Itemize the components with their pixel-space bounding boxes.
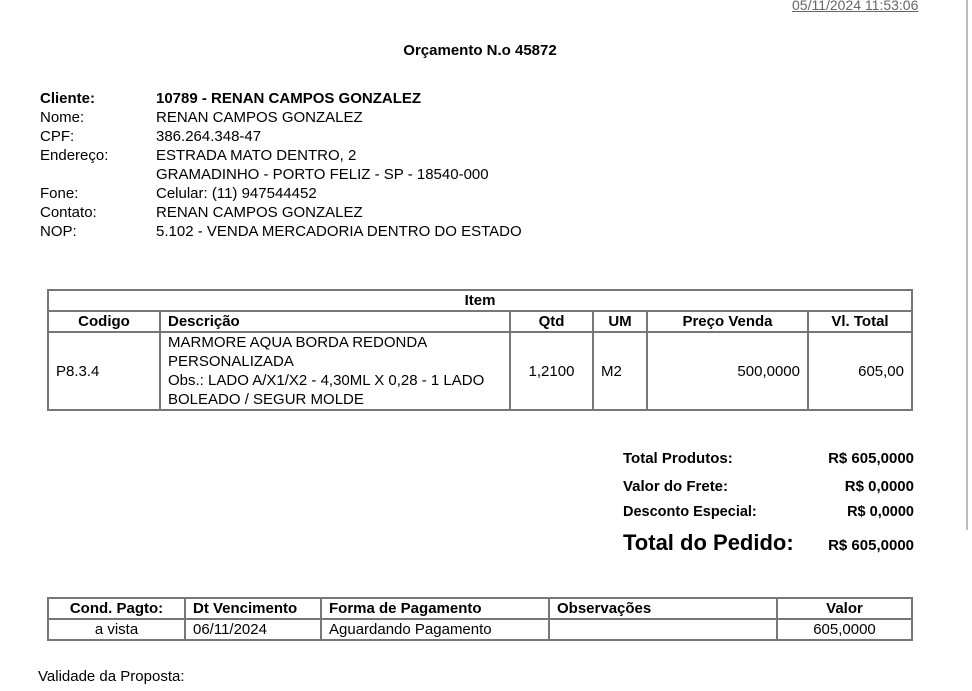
total-pedido-label: Total do Pedido: [623,530,794,555]
item-descricao [160,332,510,410]
fone-label: Fone: [40,185,79,202]
col-um: UM [593,311,647,332]
col-vencimento: Dt Vencimento [185,598,321,619]
cliente-value: 10789 - RENAN CAMPOS GONZALEZ [156,90,422,107]
desconto-label: Desconto Especial: [623,504,757,520]
col-qtd: Qtd [510,311,593,332]
item-um: M2 [593,332,647,410]
total-produtos-value: R$ 605,0000 [828,450,914,467]
col-total: Vl. Total [808,311,912,332]
cpf-label: CPF: [40,128,75,145]
table-row [48,332,912,410]
item-qtd: 1,2100 [510,332,593,410]
pay-cond: a vista [48,619,185,640]
item-total: 605,00 [808,332,912,410]
cpf-value: 386.264.348-47 [156,128,262,145]
contato-value: RENAN CAMPOS GONZALEZ [156,204,363,221]
items-table [47,289,913,411]
item-obs: Obs.: LADO A/X1/X2 - 4,30ML X 0,28 - 1 LADO BOLEADO / SEGUR MOLDE [168,372,485,408]
total-pedido [623,530,914,556]
contato-label: Contato: [40,204,97,221]
payment-table [47,597,913,641]
frete-label: Valor do Frete: [623,478,729,495]
valor-frete [623,478,914,495]
pay-obs [549,619,777,640]
endereco-line1: ESTRADA MATO DENTRO, 2 [156,147,357,164]
cliente-label: Cliente: [40,90,96,107]
nome-label: Nome: [40,109,85,126]
col-forma: Forma de Pagamento [321,598,549,619]
col-codigo: Codigo [48,311,160,332]
item-codigo: P8.3.4 [48,332,160,410]
nop-label: NOP: [40,223,77,240]
endereco-label: Endereço: [40,147,109,164]
col-valor: Valor [777,598,912,619]
col-obs: Observações [549,598,777,619]
client-info [40,89,522,241]
item-preco: 500,0000 [647,332,808,410]
pay-valor: 605,0000 [777,619,912,640]
scrollbar[interactable] [966,0,968,530]
nop-value: 5.102 - VENDA MERCADORIA DENTRO DO ESTADO [156,223,522,240]
endereco-line2: GRAMADINHO - PORTO FELIZ - SP - 18540-000 [156,166,489,183]
pay-forma: Aguardando Pagamento [321,619,549,640]
fone-value: Celular: (11) 947544452 [156,185,317,202]
table-row [48,619,912,640]
col-cond: Cond. Pagto: [48,598,185,619]
items-caption: Item [48,290,912,311]
nome-value: RENAN CAMPOS GONZALEZ [156,109,363,126]
col-descricao: Descrição [160,311,510,332]
total-produtos [623,450,914,467]
col-preco: Preço Venda [647,311,808,332]
print-timestamp: 05/11/2024 11:53:06 [792,0,919,13]
total-pedido-value: R$ 605,0000 [828,537,914,554]
document-title: Orçamento N.o 45872 [403,42,557,59]
desconto-value: R$ 0,0000 [847,504,914,520]
pay-venc: 06/11/2024 [185,619,321,640]
frete-value: R$ 0,0000 [844,478,914,495]
desconto-especial [623,504,914,520]
item-desc-text: MARMORE AQUA BORDA REDONDA PERSONALIZADA [168,334,427,370]
validade-label: Validade da Proposta: [38,668,185,685]
total-produtos-label: Total Produtos: [623,450,733,467]
